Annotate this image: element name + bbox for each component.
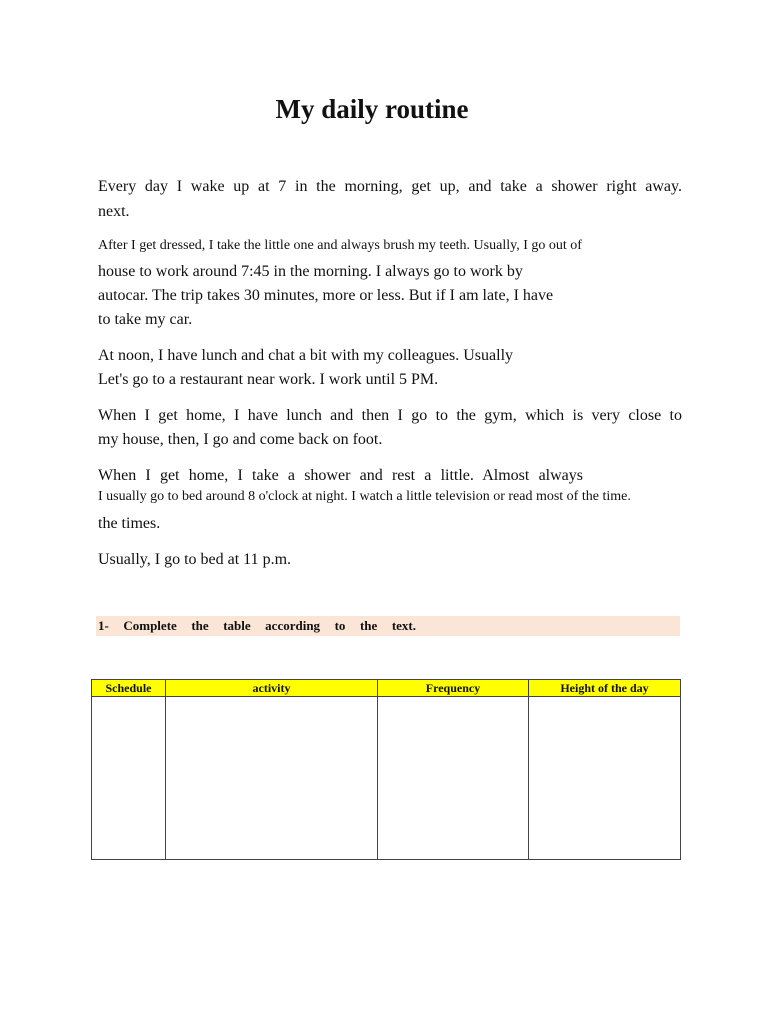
exercise-instruction: 1- Complete the table according to the text. [98,618,416,633]
routine-table [91,679,681,860]
table-header-row [92,680,681,697]
text-line: to take my car. [98,311,193,328]
table-cell-height-of-day[interactable] [529,697,681,860]
text-line: Let's go to a restaurant near work. I work until 5 PM. [98,371,439,388]
text-line: I usually go to bed around 8 o'clock at night. I watch a little television or read most of the time. [98,489,631,504]
text-line: When I get home, I have lunch and then I go to the gym, which is very close to [98,407,682,424]
page-title: My daily routine [275,94,469,124]
text-line: my house, then, I go and come back on foot. [98,431,383,448]
column-header-frequency: Frequency [378,680,529,697]
column-header-schedule: Schedule [92,680,166,697]
text-line: After I get dressed, I take the little one and always brush my teeth. Usually, I go out of [98,238,582,253]
text-line: Every day I wake up at 7 in the morning, get up, and take a shower right away. [98,178,682,195]
table-row [92,697,681,860]
table-cell-activity[interactable] [166,697,378,860]
text-line: Usually, I go to bed at 11 p.m. [98,551,292,568]
text-line: next. [98,203,130,220]
column-header-height-of-day: Height of the day [529,680,681,697]
column-header-activity: activity [166,680,378,697]
text-line: house to work around 7:45 in the morning. I always go to work by [98,263,523,280]
table-cell-schedule[interactable] [92,697,166,860]
text-line: autocar. The trip takes 30 minutes, more or less. But if I am late, I have [98,287,554,304]
text-line: the times. [98,515,161,532]
text-line: When I get home, I take a shower and rest a little. Almost always [98,467,583,484]
text-line: At noon, I have lunch and chat a bit with my colleagues. Usually [98,347,514,364]
table-cell-frequency[interactable] [378,697,529,860]
